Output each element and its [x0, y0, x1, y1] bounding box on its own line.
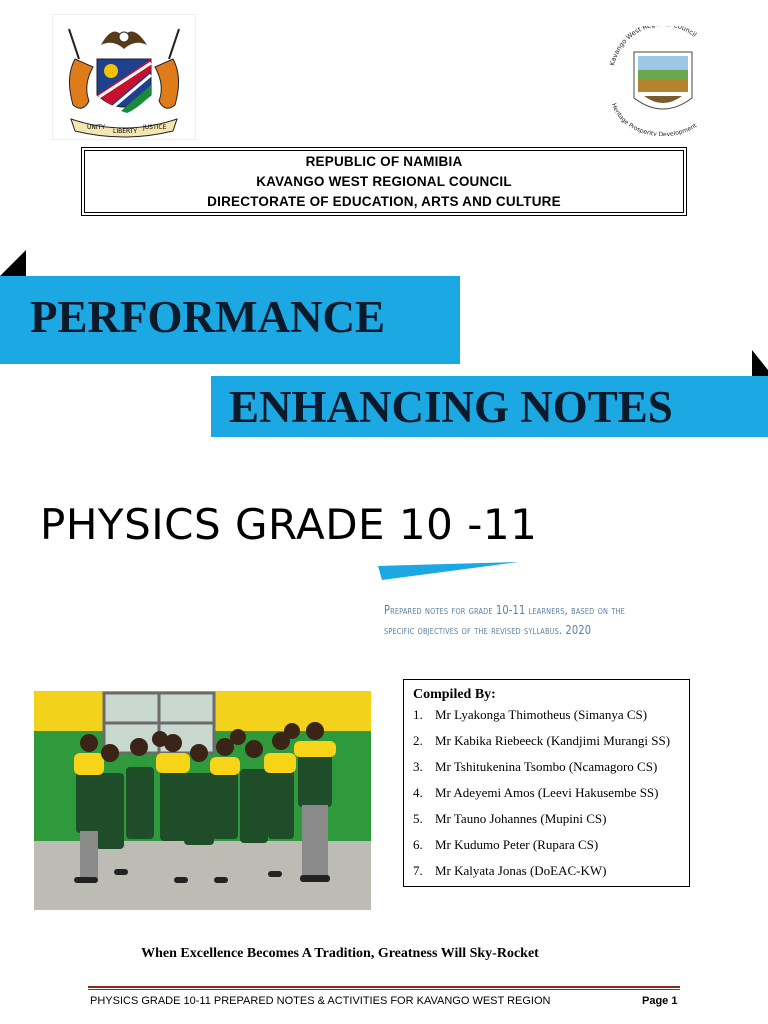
svg-text:JUSTICE: JUSTICE [143, 124, 167, 131]
footer-rule-thin [88, 989, 680, 990]
list-item: 5. Mr Tauno Johannes (Mupini CS) [413, 811, 607, 826]
motto: When Excellence Becomes A Tradition, Greatness Will Sky-Rocket [141, 946, 539, 961]
list-item: 7. Mr Kalyata Jonas (DoEAC-KW) [413, 863, 607, 878]
subtitle [384, 600, 630, 640]
svg-text:LIBERTY: LIBERTY [113, 128, 138, 135]
svg-text:Heritage Prosperity Developmen: Heritage Prosperity Development [610, 102, 699, 136]
list-item: 1. Mr Lyakonga Thimotheus (Simanya CS) [413, 707, 648, 722]
header-box [81, 147, 687, 216]
header-council: KAVANGO WEST REGIONAL COUNCIL [256, 174, 512, 189]
header-republic: REPUBLIC OF NAMIBIA [305, 154, 463, 169]
subtitle-line-2: specific objectives of the revised syllabus. 2020 [384, 623, 592, 637]
compiled-by-box [403, 679, 690, 887]
kavango-west-council-logo [604, 26, 722, 136]
document-title: PHYSICS GRADE 10 -11 [40, 500, 538, 549]
svg-text:Kavango West Regional Council: Kavango West R ouncil [608, 26, 699, 67]
list-item: 3. Mr Tshitukenina Tsombo (Ncamagoro CS) [413, 759, 658, 774]
svg-text:UNITY: UNITY [87, 124, 105, 131]
corner-triangle-right [752, 350, 768, 376]
banner-performance-text: PERFORMANCE [30, 292, 385, 342]
students-group-photo [34, 691, 371, 910]
corner-triangle-left [0, 250, 26, 276]
accent-streak [378, 562, 518, 580]
header-directorate: DIRECTORATE OF EDUCATION, ARTS AND CULTURE [207, 194, 561, 209]
namibia-coat-of-arms-logo [52, 14, 196, 140]
list-item: 2. Mr Kabika Riebeeck (Kandjimi Murangi SS) [413, 733, 671, 748]
list-item: 6. Mr Kudumo Peter (Rupara CS) [413, 837, 599, 852]
list-item: 4. Mr Adeyemi Amos (Leevi Hakusembe SS) [413, 785, 659, 800]
footer-rule [88, 986, 680, 988]
footer-text: PHYSICS GRADE 10-11 PREPARED NOTES & ACTIVITIES FOR KAVANGO WEST REGION [90, 995, 551, 1007]
banner-performance [0, 276, 460, 364]
banner-enhancing-notes [211, 376, 768, 437]
compiled-by-heading: Compiled By: [413, 687, 496, 702]
banner-enhancing-notes-text: ENHANCING NOTES [229, 382, 673, 432]
page-number: Page 1 [642, 995, 678, 1007]
subtitle-line-1: Prepared notes for grade 10-11 learners, based on the [384, 603, 625, 617]
